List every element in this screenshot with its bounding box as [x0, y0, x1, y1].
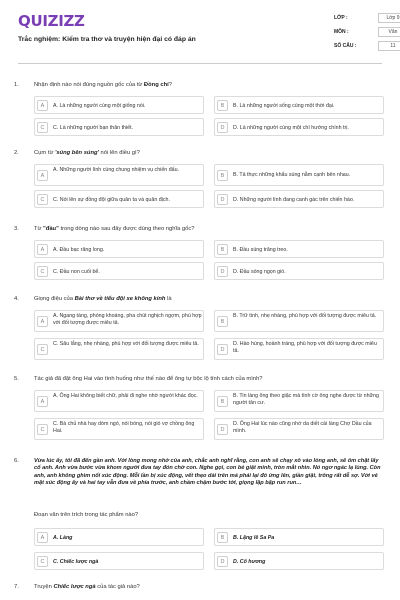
- question-number: 5.: [14, 376, 19, 382]
- option-a[interactable]: [34, 164, 204, 186]
- meta-value-count: 11: [378, 41, 400, 51]
- option-text: C. Đầu non cuối bể.: [53, 268, 100, 275]
- option-letter: A: [37, 100, 48, 111]
- option-letter: B: [217, 532, 228, 543]
- option-text: B. Trữ tình, nhẹ nhàng, phù hợp với đối tượng được miêu tả.: [233, 313, 377, 319]
- worksheet-header: [18, 12, 400, 64]
- option-letter: B: [217, 244, 228, 255]
- option-b[interactable]: [214, 528, 384, 546]
- question-number: 2.: [14, 150, 19, 156]
- option-letter: C: [37, 556, 48, 567]
- option-d[interactable]: [214, 118, 384, 136]
- option-letter: A: [37, 532, 48, 543]
- option-text: B. Tả thực những khẩu súng nằm cạnh bên nhau.: [233, 172, 351, 178]
- option-letter: D: [217, 194, 228, 205]
- option-c[interactable]: [34, 418, 204, 440]
- option-text: C. Bà chủ nhà hay dòm ngó, nói bóng, nói gió vợ chồng ông Hai.: [53, 421, 195, 434]
- option-b[interactable]: [214, 390, 384, 412]
- option-letter: B: [217, 396, 228, 407]
- meta-row-grade: [332, 12, 398, 26]
- option-text: A. Làng: [53, 534, 73, 541]
- option-a[interactable]: [34, 390, 204, 412]
- meta-label: LỚP :: [334, 15, 348, 21]
- option-letter: D: [217, 424, 228, 435]
- option-a[interactable]: [34, 240, 204, 258]
- option-text: A. Đầu bạc răng long.: [53, 246, 105, 253]
- quizizz-logo: QUIZIZZ: [18, 12, 85, 30]
- question-text: Nhận định nào nói đúng nguồn gốc của từ Đồng chí?: [34, 82, 172, 88]
- option-letter: D: [217, 344, 228, 355]
- option-text: A. Ngang tàng, phóng khoáng, pha chút nghịch ngợm, phù hợp với đối tượng được miêu tả.: [53, 313, 202, 326]
- option-letter: A: [37, 170, 48, 181]
- option-text: B. Đầu súng trăng treo.: [233, 246, 288, 253]
- option-b[interactable]: [214, 164, 384, 186]
- question-text: Từ "đầu" trong dòng nào sau đây được dùng theo nghĩa gốc?: [34, 226, 195, 232]
- option-text: C. Là những người bạn thân thiết.: [53, 124, 134, 131]
- option-letter: A: [37, 396, 48, 407]
- option-text: C. Sâu lắng, nhẹ nhàng, phù hợp với đối tượng được miêu tả.: [53, 341, 199, 347]
- option-c[interactable]: [34, 118, 204, 136]
- worksheet-title: Trắc nghiệm: Kiểm tra thơ và truyện hiện đại có đáp án: [18, 36, 196, 43]
- option-b[interactable]: [214, 310, 384, 332]
- option-text: D. Hào hùng, hoành tráng, phù hợp với đối tượng được miêu tả.: [233, 341, 377, 354]
- option-d[interactable]: [214, 338, 384, 360]
- meta-value-grade: Lớp 9: [378, 13, 400, 23]
- option-c[interactable]: [34, 190, 204, 208]
- option-letter: D: [217, 266, 228, 277]
- question-number: 4.: [14, 296, 19, 302]
- question-text: Tác giả đã đặt ông Hai vào tình huống như thế nào để ông tự bộc lộ tính cách của mình?: [34, 376, 263, 382]
- option-letter: D: [217, 122, 228, 133]
- option-letter: C: [37, 266, 48, 277]
- reading-passage: Vừa lúc ấy, tôi đã đến gần anh. Với lòng mong nhớ của anh, chắc anh nghĩ rằng, con anh sẽ chạy xô vào lòng anh, sẽ ôm chặt lấy cổ anh. Anh vừa bước vừa khom người đưa tay đón chờ con. Nghe gọi, con bé giật mình, tròn mắt nhìn. Nó ngơ ngác lạ lùng. Còn anh, anh không ghìm nổi xúc động. Mỗi lần bị xúc động, vết thẹo dài trên má phải lại đỏ ửng lên, giần giật, trông rất dễ sợ. Với vẻ mặt xúc động ấy và hai tay vẫn đưa về phía trước, anh chầm chậm bước tới, giọng lặp bặp run run…: [34, 458, 381, 486]
- meta-value-subject: Văn: [378, 27, 400, 37]
- question-number: 1.: [14, 82, 19, 88]
- option-text: D. Đầu sóng ngọn gió.: [233, 268, 286, 275]
- option-text: D. Cố hương: [233, 558, 266, 565]
- option-text: D. Những người lính đang canh gác trên chiến hào.: [233, 196, 355, 203]
- option-b[interactable]: [214, 96, 384, 114]
- option-letter: B: [217, 170, 228, 181]
- question-6: [14, 458, 386, 574]
- meta-row-subject: [332, 26, 398, 40]
- option-text: B. Lặng lẽ Sa Pa: [233, 534, 275, 541]
- option-letter: B: [217, 316, 228, 327]
- meta-label: SỐ CÂU :: [334, 43, 357, 49]
- option-text: D. Ông Hai lúc nào cũng nhớ da diết cái làng Chợ Dầu của mình.: [233, 421, 372, 434]
- option-letter: C: [37, 122, 48, 133]
- option-b[interactable]: [214, 240, 384, 258]
- option-letter: C: [37, 424, 48, 435]
- meta-row-count: [332, 40, 398, 54]
- option-letter: A: [37, 244, 48, 255]
- question-text: Giọng điệu của Bài thơ về tiểu đội xe không kính là: [34, 296, 172, 302]
- option-d[interactable]: [214, 552, 384, 570]
- option-text: C. Chiếc lược ngà: [53, 558, 99, 565]
- question-text: Truyện Chiếc lược ngà của tác giả nào?: [34, 584, 140, 590]
- option-c[interactable]: [34, 338, 204, 360]
- question-number: 6.: [14, 458, 19, 464]
- question-4: [14, 296, 386, 368]
- question-number: 7.: [14, 584, 19, 590]
- meta-panel: [332, 12, 398, 54]
- option-a[interactable]: [34, 528, 204, 546]
- option-d[interactable]: [214, 418, 384, 440]
- question-7: [14, 584, 386, 596]
- question-2: [14, 150, 386, 216]
- option-a[interactable]: [34, 310, 204, 332]
- option-c[interactable]: [34, 262, 204, 280]
- option-text: C. Nói lên sự đồng đội giữa quân ta và quân địch.: [53, 196, 170, 203]
- option-text: B. Là những người sống cùng một thời đại.: [233, 102, 335, 109]
- option-text: D. Là những người cùng một chí hướng chính trị.: [233, 124, 349, 131]
- question-5: [14, 376, 386, 452]
- question-text: Cụm từ 'súng bên súng' nói lên điều gì?: [34, 150, 140, 156]
- question-3: [14, 226, 386, 286]
- option-letter: D: [217, 556, 228, 567]
- option-letter: A: [37, 316, 48, 327]
- question-text: Đoạn văn trên trích trong tác phẩm nào?: [34, 512, 139, 518]
- option-text: A. Những người lính cùng chung nhiệm vụ chiến đấu.: [53, 167, 179, 173]
- option-c[interactable]: [34, 552, 204, 570]
- option-text: A. Là những người cùng một giống nòi.: [53, 102, 146, 109]
- option-text: B. Tin làng ông theo giặc mà tình cờ ông nghe được từ những người tản cư.: [233, 393, 379, 406]
- option-letter: C: [37, 194, 48, 205]
- option-a[interactable]: [34, 96, 204, 114]
- meta-label: MÔN :: [334, 29, 349, 35]
- question-number: 3.: [14, 226, 19, 232]
- question-1: [14, 82, 386, 142]
- option-letter: B: [217, 100, 228, 111]
- option-d[interactable]: [214, 262, 384, 280]
- option-letter: C: [37, 344, 48, 355]
- option-d[interactable]: [214, 190, 384, 208]
- option-text: A. Ông Hai không biết chữ, phải đi nghe nhờ người khác đọc.: [53, 393, 198, 399]
